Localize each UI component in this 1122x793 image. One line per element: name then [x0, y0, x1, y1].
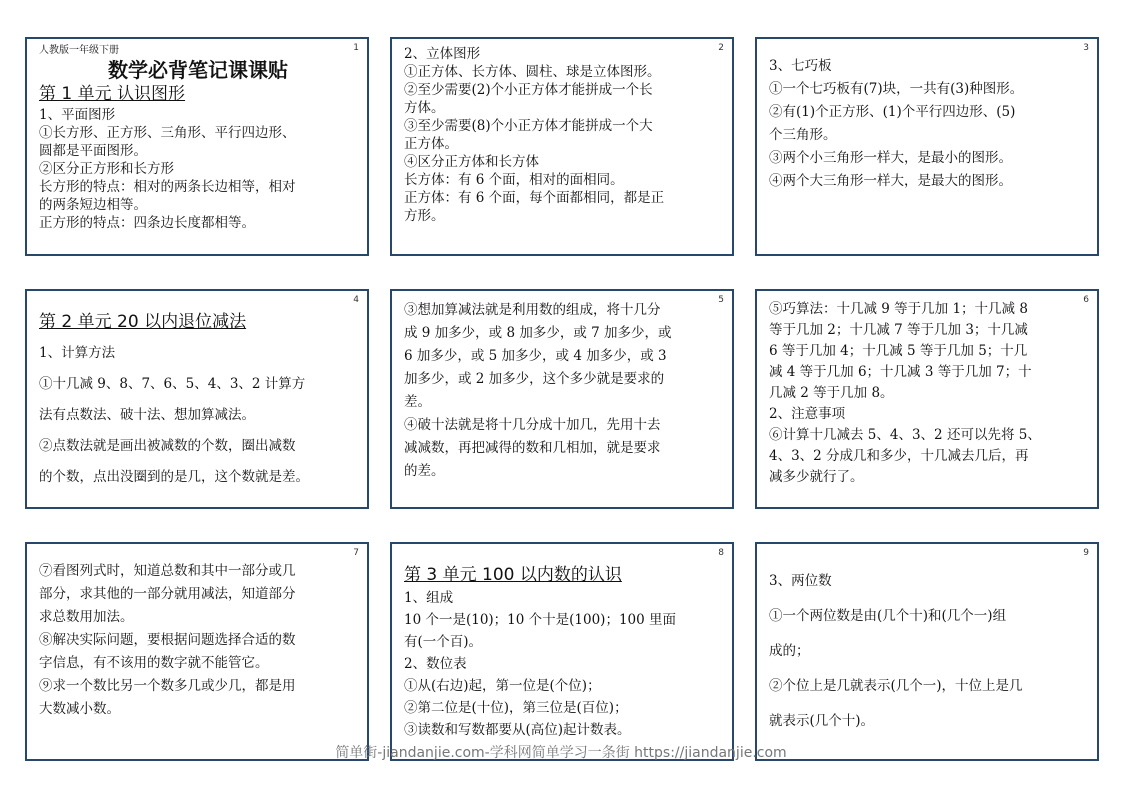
text-line: 字信息，有不该用的数字就不能管它。	[39, 655, 269, 671]
card-number: 9	[1083, 548, 1089, 558]
text-line: 2、数位表	[404, 656, 467, 672]
text-line: 求总数用加法。	[39, 609, 134, 625]
text-line: ①一个两位数是由(几个十)和(几个一)组	[769, 608, 1007, 624]
text-line: 减多少就行了。	[769, 469, 864, 485]
page-title: 数学必背笔记课课贴	[108, 58, 288, 82]
text-line: 的两条短边相等。	[39, 197, 147, 213]
text-line: ⑥计算十几减去 5、4、3、2 还可以先将 5、	[769, 427, 1041, 443]
watermark: 简单街-jiandanjie.com-学科网简单学习一条街 https://jiandanjie.com	[335, 745, 787, 761]
card-4	[25, 289, 369, 509]
text-line: 正方形的特点：四条边长度都相等。	[39, 215, 255, 231]
text-line: 6 加多少，或 5 加多少，或 4 加多少，或 3	[404, 348, 667, 364]
text-line: 3、七巧板	[769, 58, 832, 74]
text-line: ④破十法就是将十几分成十加几，先用十去	[404, 417, 661, 433]
text-line: 方形。	[404, 208, 445, 224]
textbook-label: 人教版一年级下册	[39, 45, 119, 56]
text-line: ③至少需要(8)个小正方体才能拼成一个大	[404, 118, 653, 134]
text-line: 长方形的特点：相对的两条长边相等，相对	[39, 179, 296, 195]
text-line: 有(一个百)。	[404, 634, 483, 650]
text-line: 成 9 加多少，或 8 加多少，或 7 加多少，或	[404, 325, 672, 341]
text-line: ⑦看图列式时，知道总数和其中一部分或几	[39, 563, 296, 579]
text-line: ①一个七巧板有(7)块，一共有(3)种图形。	[769, 81, 1024, 97]
card-9	[755, 542, 1099, 761]
card-number: 8	[718, 548, 724, 558]
text-line: 正方体：有 6 个面，每个面都相同，都是正	[404, 190, 665, 206]
text-line: ②至少需要(2)个小正方体才能拼成一个长	[404, 82, 653, 98]
unit-heading: 第 2 单元 20 以内退位减法	[39, 312, 247, 332]
text-line: 个三角形。	[769, 127, 837, 143]
unit-heading: 第 1 单元 认识图形	[39, 84, 186, 104]
text-line: 4、3、2 分成几和多少，十几减去几后，再	[769, 448, 1029, 464]
text-line: 成的；	[769, 643, 810, 659]
text-line: 圆都是平面图形。	[39, 143, 147, 159]
card-number: 2	[718, 43, 724, 53]
text-line: 1、组成	[404, 590, 454, 606]
text-line: 1、计算方法	[39, 345, 116, 361]
text-line: 差。	[404, 394, 431, 410]
text-line: ②点数法就是画出被减数的个数，圈出减数	[39, 438, 296, 454]
text-line: 正方体。	[404, 136, 458, 152]
text-line: 加多少，或 2 加多少，这个多少就是要求的	[404, 371, 665, 387]
text-line: ④区分正方体和长方体	[404, 154, 539, 170]
text-line: ④两个大三角形一样大，是最大的图形。	[769, 173, 1012, 189]
text-line: 2、立体图形	[404, 46, 481, 62]
text-line: 就表示(几个十)。	[769, 713, 875, 729]
text-line: ⑧解决实际问题，要根据问题选择合适的数	[39, 632, 296, 648]
card-number: 7	[353, 548, 359, 558]
text-line: 等于几加 2；十几减 7 等于几加 3；十几减	[769, 322, 1028, 338]
card-number: 4	[353, 295, 359, 305]
text-line: 的差。	[404, 463, 445, 479]
text-line: ②有(1)个正方形、(1)个平行四边形、(5)	[769, 104, 1016, 120]
card-number: 6	[1083, 295, 1089, 305]
text-line: 部分，求其他的一部分就用减法，知道部分	[39, 586, 296, 602]
text-line: 法有点数法、破十法、想加算减法。	[39, 407, 255, 423]
card-5	[390, 289, 734, 509]
text-line: 大数减小数。	[39, 701, 120, 717]
text-line: 长方体：有 6 个面，相对的面相同。	[404, 172, 624, 188]
card-number: 1	[353, 43, 359, 53]
text-line: ①长方形、正方形、三角形、平行四边形、	[39, 125, 296, 141]
text-line: ⑤巧算法：十几减 9 等于几加 1；十几减 8	[769, 301, 1028, 317]
text-line: ②个位上是几就表示(几个一)，十位上是几	[769, 678, 1023, 694]
text-line: 3、两位数	[769, 573, 832, 589]
unit-heading: 第 3 单元 100 以内数的认识	[404, 565, 622, 585]
text-line: 2、注意事项	[769, 406, 846, 422]
text-line: ②第二位是(十位)，第三位是(百位)；	[404, 700, 628, 716]
card-number: 3	[1083, 43, 1089, 53]
text-line: ①从(右边)起，第一位是(个位)；	[404, 678, 601, 694]
text-line: 方体。	[404, 100, 445, 116]
text-line: 减减数，再把减得的数和几相加，就是要求	[404, 440, 661, 456]
card-6	[755, 289, 1099, 509]
text-line: ①十几减 9、8、7、6、5、4、3、2 计算方	[39, 376, 306, 392]
text-line: 10 个一是(10)；10 个十是(100)；100 里面	[404, 612, 677, 628]
text-line: ③想加算减法就是利用数的组成，将十几分	[404, 302, 661, 318]
text-line: ⑨求一个数比另一个数多几或少几，都是用	[39, 678, 296, 694]
text-line: ①正方体、长方体、圆柱、球是立体图形。	[404, 64, 661, 80]
text-line: 减 4 等于几加 6；十几减 3 等于几加 7；十	[769, 364, 1032, 380]
card-8	[390, 542, 734, 761]
card-2	[390, 37, 734, 256]
card-7	[25, 542, 369, 761]
text-line: ③两个小三角形一样大，是最小的图形。	[769, 150, 1012, 166]
text-line: 几减 2 等于几加 8。	[769, 385, 894, 401]
text-line: 的个数，点出没圈到的是几，这个数就是差。	[39, 469, 309, 485]
card-1	[25, 37, 369, 256]
text-line: ③读数和写数都要从(高位)起计数表。	[404, 722, 631, 738]
card-number: 5	[718, 295, 724, 305]
text-line: ②区分正方形和长方形	[39, 161, 174, 177]
text-line: 1、平面图形	[39, 107, 116, 123]
text-line: 6 等于几加 4；十几减 5 等于几加 5；十几	[769, 343, 1028, 359]
card-3	[755, 37, 1099, 256]
